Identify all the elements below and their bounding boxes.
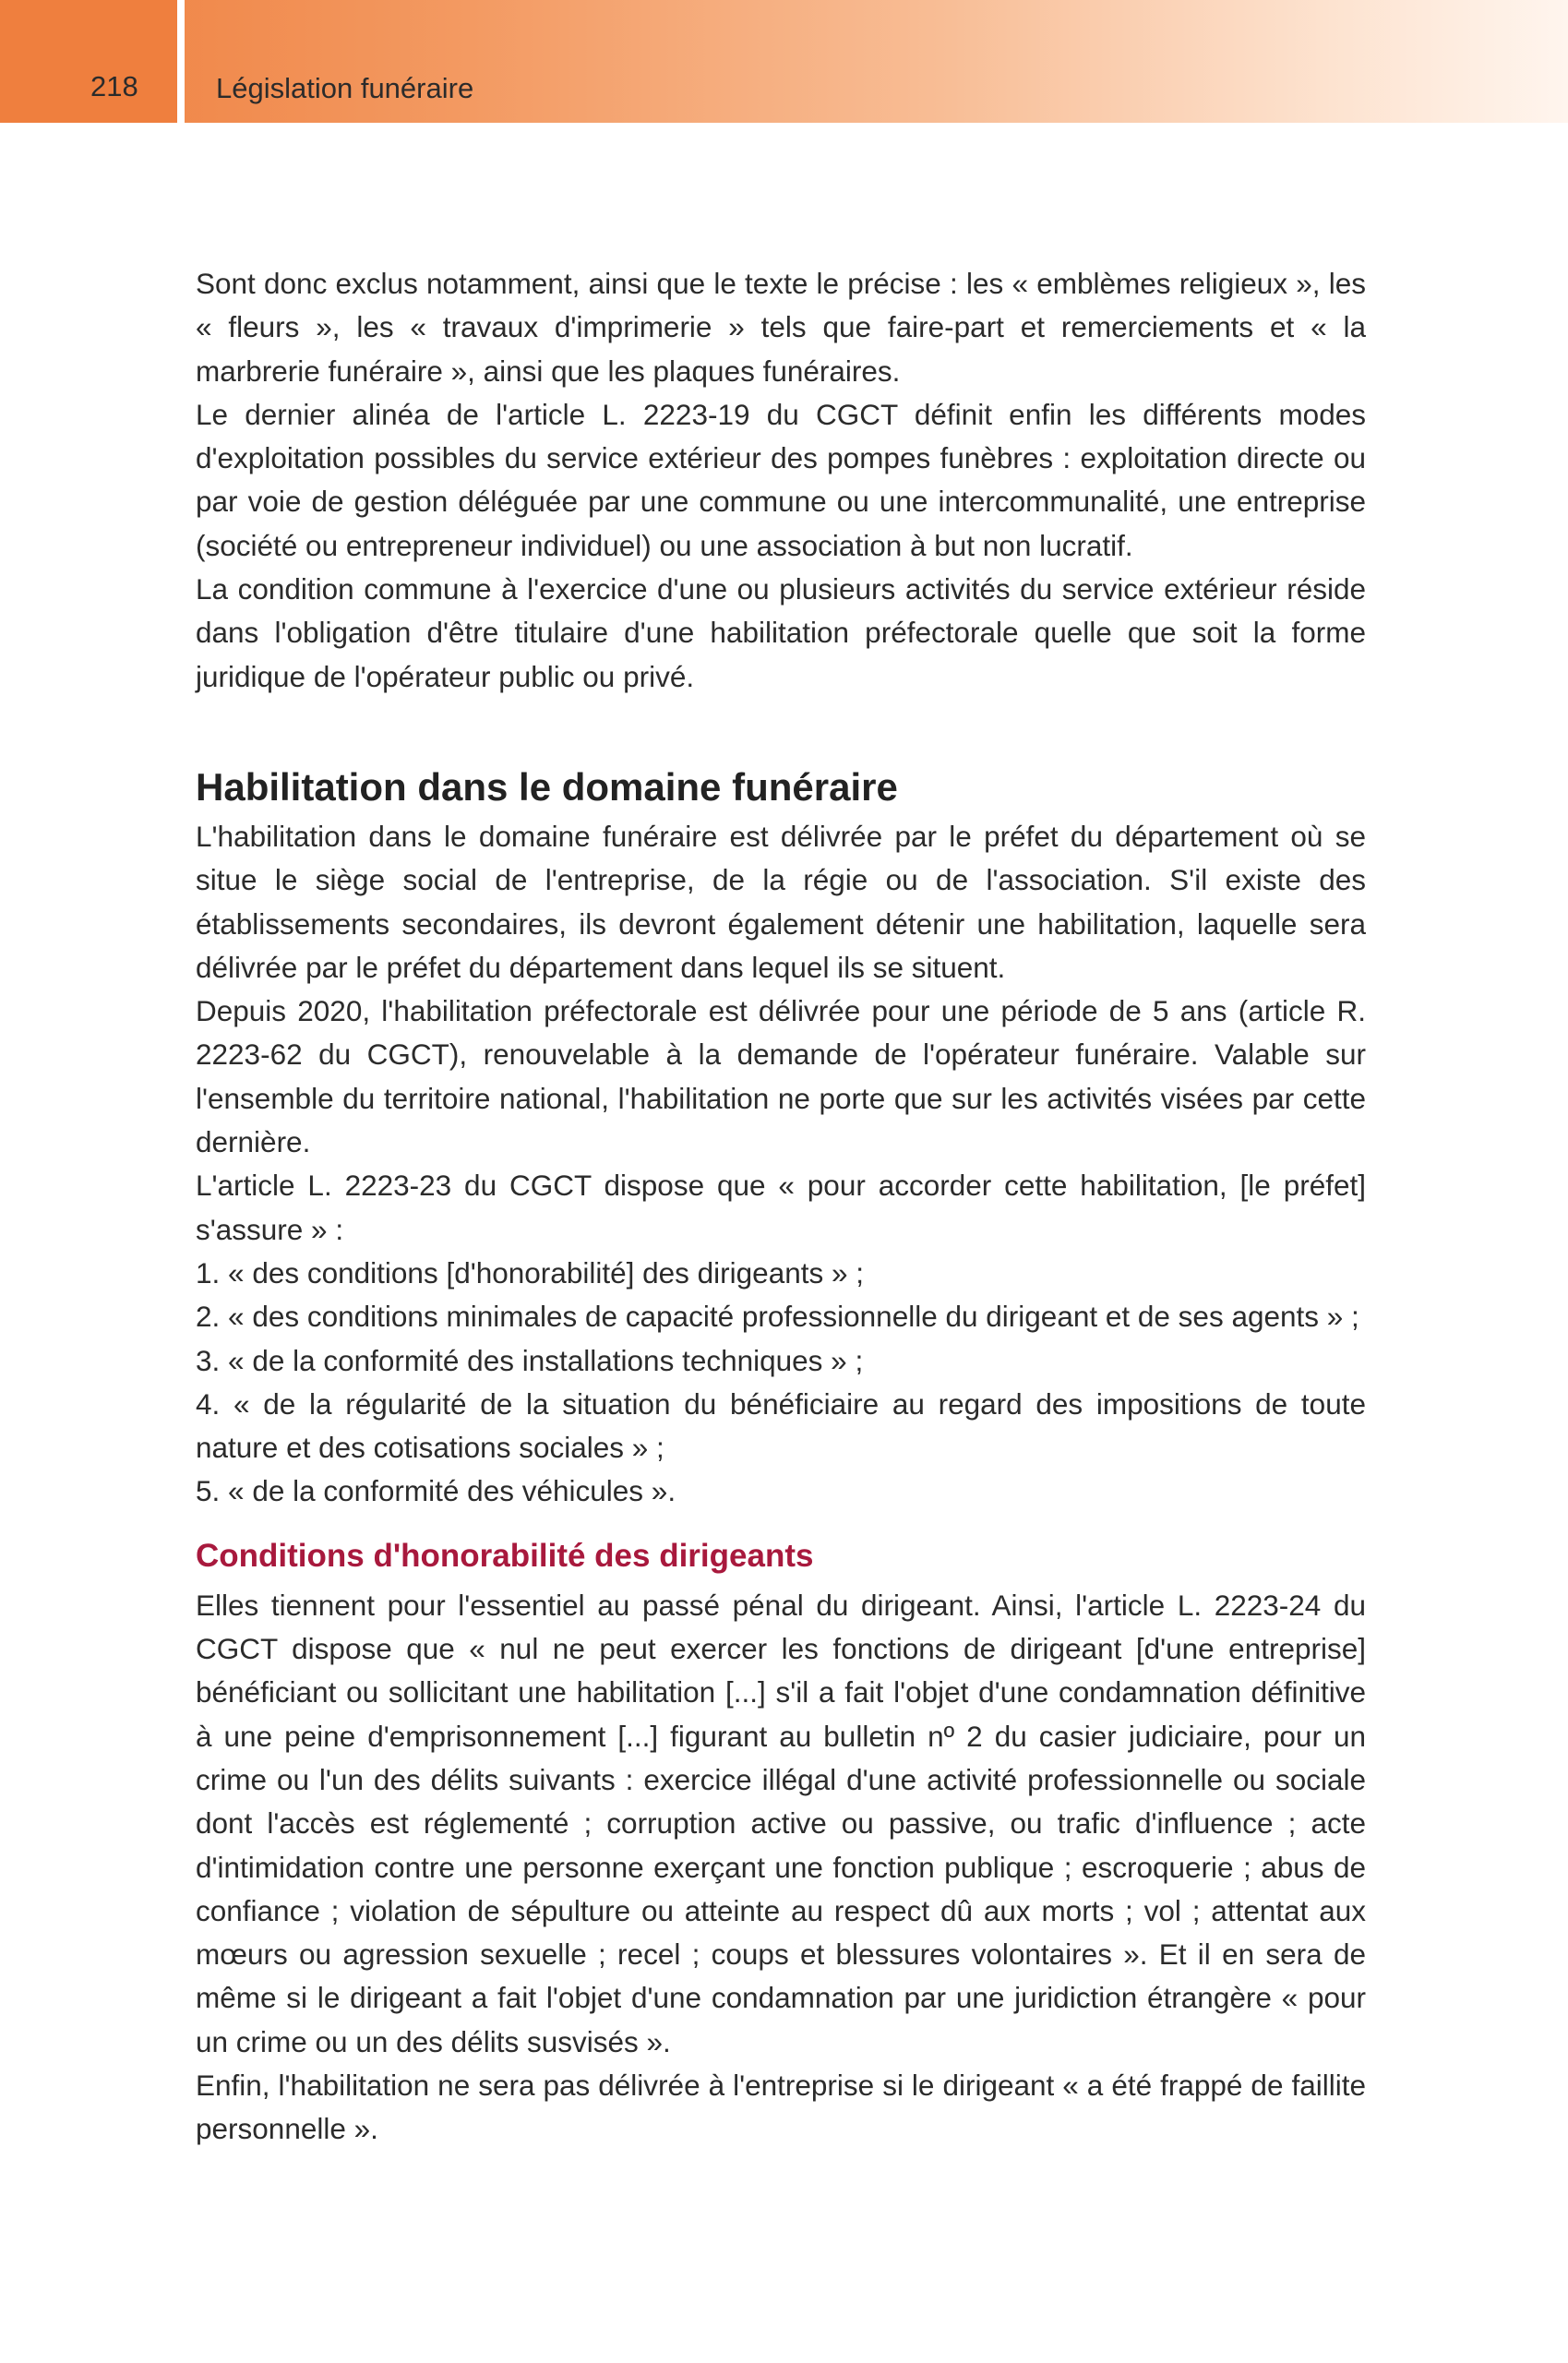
paragraph: L'article L. 2223-23 du CGCT dispose que « pour accorder cette habilitation, [le préfet] s'assure » : bbox=[196, 1169, 1366, 1246]
paragraph: Depuis 2020, l'habilitation préfectorale est délivrée pour une période de 5 ans (article R. 2223-62 du CGCT), renouvelable à la demande de l'opérateur funéraire. Valable sur l'ensemble du territoire national, l'habilitation ne porte que sur les activités visées par cette dernière. bbox=[196, 994, 1366, 1159]
list-item-text: « de la conformité des véhicules ». bbox=[228, 1474, 676, 1508]
paragraph: La condition commune à l'exercice d'une ou plusieurs activités du service extérieur réside dans l'obligation d'être titulaire d'une habilitation préfectorale quelle que soit la forme juridique de l'opérateur public ou privé. bbox=[196, 572, 1366, 693]
paragraph: Elles tiennent pour l'essentiel au passé pénal du dirigeant. Ainsi, l'article L. 2223-24 du CGCT dispose que « nul ne peut exercer les fonctions de dirigeant [d'une entreprise] bénéficiant ou sollicitant une habilitation [...] s'il a fait l'objet d'une condamnation définitive à une peine d'emprisonnement [...] figurant au bulletin nº 2 du casier judiciaire, pour un crime ou l'un des délits suivants : exercice illégal d'une activité professionnelle ou sociale dont l'accès est réglementé ; corruption active ou passive, ou trafic d'influence ; acte d'intimidation contre une personne exerçant une fonction publique ; escroquerie ; abus de confiance ; violation de sépulture ou atteinte au respect dû aux morts ; vol ; attentat aux mœurs ou agression sexuelle ; recel ; coups et blessures volontaires ». Et il en sera de même si le dirigeant a fait l'objet d'une condamnation par une juridiction étrangère « pour un crime ou un des délits susvisés ». bbox=[196, 1588, 1366, 2058]
section-heading-habilitation: Habilitation dans le domaine funéraire bbox=[196, 764, 898, 809]
paragraph: Sont donc exclus notamment, ainsi que le texte le précise : les « emblèmes religieux », les « fleurs », les « travaux d'imprimerie » tels que faire-part et remerciements et « la marbrerie funéraire », ainsi que les plaques funéraires. bbox=[196, 267, 1366, 388]
list-item bbox=[196, 1469, 1366, 1513]
running-title: Législation funéraire bbox=[216, 72, 474, 104]
list-item bbox=[196, 1383, 1366, 1470]
paragraph: Le dernier alinéa de l'article L. 2223-19 du CGCT définit enfin les différents modes d'exploitation possibles du service extérieur des pompes funèbres : exploitation directe ou par voie de gestion déléguée par une commune ou une intercommunalité, une entreprise (société ou entrepreneur individuel) ou une association à but non lucratif. bbox=[196, 397, 1366, 562]
list-item-text: « de la conformité des installations techniques » ; bbox=[228, 1343, 864, 1377]
list-item-text: « de la régularité de la situation du bénéficiaire au regard des impositions de toute nature et des cotisations sociales » ; bbox=[196, 1386, 1366, 1465]
list-item bbox=[196, 1339, 1366, 1383]
page-number-box bbox=[0, 0, 185, 123]
subsection-heading-honorabilite: Conditions d'honorabilité des dirigeants bbox=[196, 1537, 814, 1574]
list-item-number: 5. bbox=[196, 1474, 221, 1508]
paragraph: L'habilitation dans le domaine funéraire est délivrée par le préfet du département où se situe le siège social de l'entreprise, de la régie ou de l'association. S'il existe des établissements secondaires, ils devront également détenir une habilitation, laquelle sera délivrée par le préfet du département dans lequel ils se situent. bbox=[196, 819, 1366, 984]
list-item bbox=[196, 1252, 1366, 1295]
list-item-number: 2. bbox=[196, 1300, 221, 1334]
list-item bbox=[196, 1295, 1366, 1338]
page-body bbox=[196, 262, 1366, 2152]
list-item-text: « des conditions minimales de capacité professionnelle du dirigeant et de ses agents » ; bbox=[228, 1300, 1359, 1334]
list-item-text: « des conditions [d'honorabilité] des dirigeants » ; bbox=[228, 1255, 865, 1289]
paragraph: Enfin, l'habilitation ne sera pas délivrée à l'entreprise si le dirigeant « a été frappé de faillite personnelle ». bbox=[196, 2068, 1366, 2146]
conditions-list bbox=[196, 1252, 1366, 1514]
list-item-number: 1. bbox=[196, 1255, 221, 1289]
list-item-number: 4. bbox=[196, 1386, 221, 1421]
page-number: 218 bbox=[90, 70, 138, 102]
list-item-number: 3. bbox=[196, 1343, 221, 1377]
